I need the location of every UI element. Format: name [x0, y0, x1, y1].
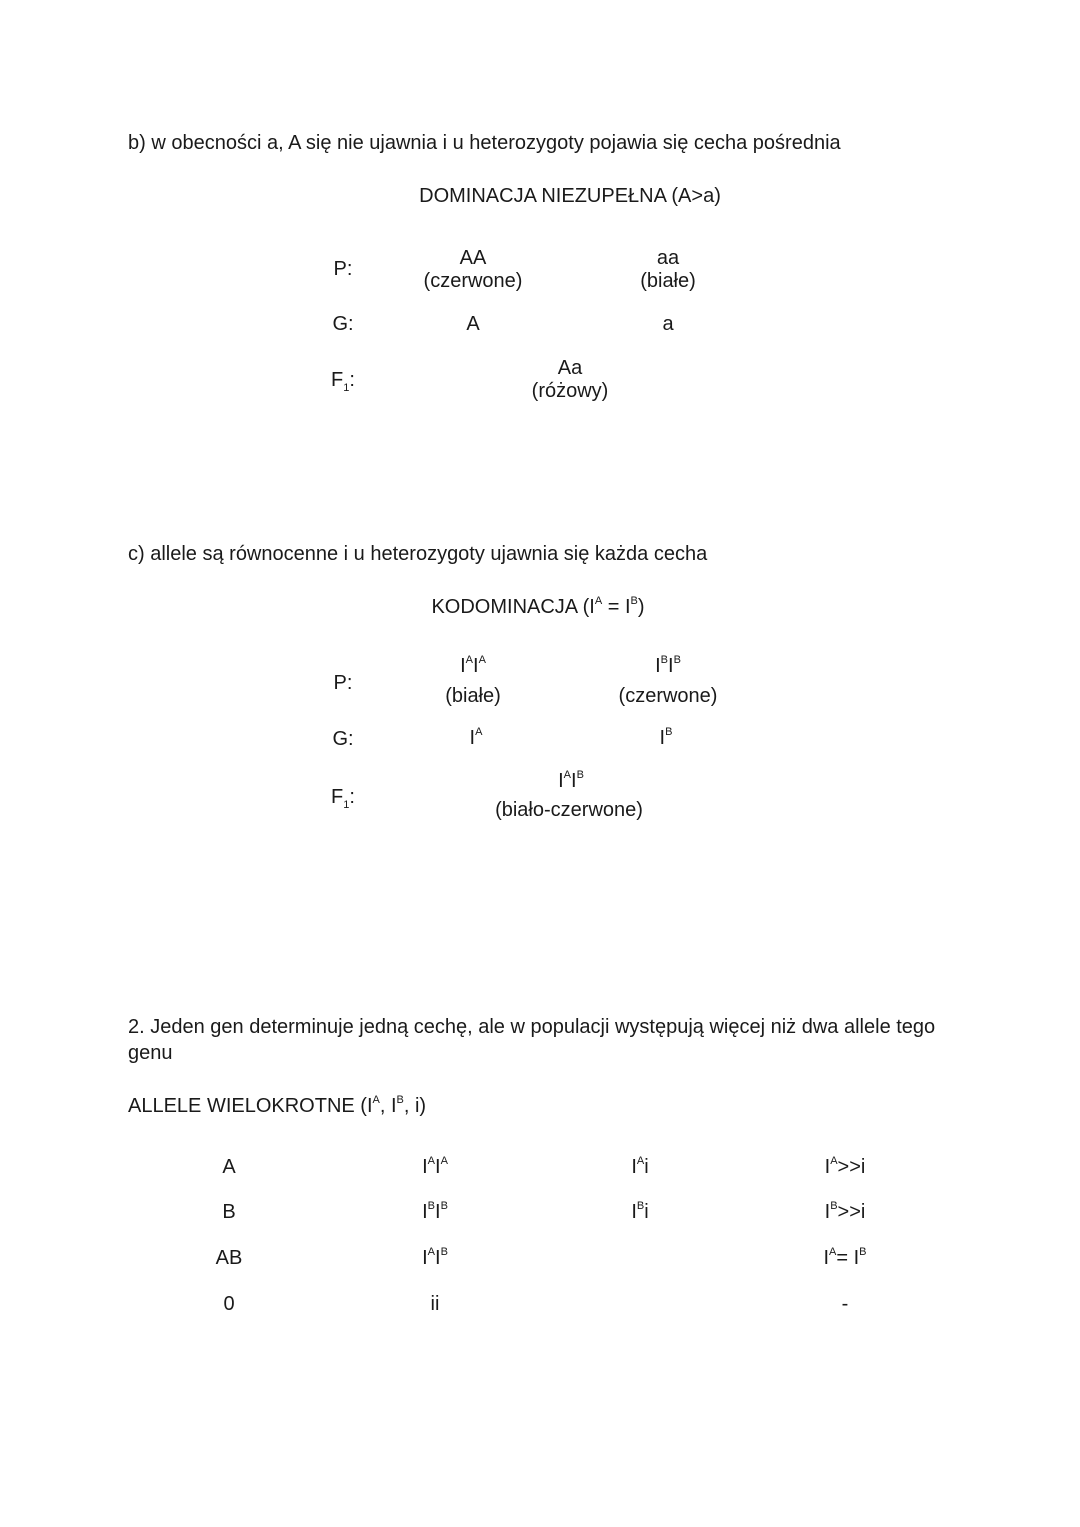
parent1-gamete	[470, 728, 483, 748]
symbol-superscript: B	[440, 1246, 448, 1258]
symbol-superscript: A	[427, 1155, 435, 1167]
homozygote-genotype	[431, 1294, 440, 1314]
parent1-phenotype: (białe)	[445, 685, 501, 707]
homozygote-genotype	[422, 1202, 448, 1222]
symbol-base: i	[644, 1156, 649, 1178]
heading-text: b) w obecności a, A się nie ujawnia i u heterozygoty pojawia się cecha pośrednia	[128, 132, 841, 154]
symbol-base: = I	[836, 1247, 860, 1269]
blood-group: 0	[223, 1293, 235, 1315]
parent2-phenotype: (czerwone)	[618, 685, 718, 707]
f1-sub: 1	[343, 382, 350, 394]
symbol-base: I	[435, 1201, 441, 1223]
symbol-base: ii	[430, 1293, 440, 1315]
symbol-base: I	[435, 1247, 441, 1269]
blood-group: A	[222, 1156, 236, 1178]
offspring-genotype: Aa	[557, 357, 583, 379]
symbol-base: I	[631, 1156, 637, 1178]
symbol-base: I	[659, 727, 666, 749]
offspring-phenotype: (biało-czerwone)	[495, 799, 643, 821]
parent2-gamete: a	[662, 313, 674, 335]
section-2-title	[128, 1096, 426, 1116]
allele-relation	[842, 1294, 849, 1314]
symbol-base: I	[422, 1201, 428, 1223]
symbol-base: I	[422, 1247, 428, 1269]
symbol-base: i	[644, 1201, 649, 1223]
label-f1	[331, 786, 355, 811]
symbol-base: = I	[602, 596, 631, 618]
symbol-base: >>i	[837, 1201, 866, 1223]
symbol-base: I	[824, 1201, 831, 1223]
parent1-gamete: A	[466, 313, 480, 335]
symbol-base: , i)	[403, 1095, 427, 1117]
label-p: P:	[333, 672, 353, 694]
symbol-base: ALLELE WIELOKROTNE (I	[128, 1095, 373, 1117]
symbol-base: I	[668, 655, 674, 677]
symbol-base: I	[473, 655, 479, 677]
symbol-superscript: A	[478, 654, 486, 666]
symbol-superscript: A	[475, 726, 483, 738]
symbol-base: I	[655, 655, 661, 677]
f1-sub: 1	[343, 799, 350, 811]
symbol-base: KODOMINACJA (I	[431, 596, 595, 618]
allele-relation	[825, 1157, 866, 1177]
symbol-superscript: A	[465, 654, 473, 666]
symbol-superscript: B	[630, 595, 638, 607]
label-g: G:	[332, 728, 354, 750]
symbol-base: -	[841, 1293, 849, 1315]
f1-base: F	[331, 786, 344, 808]
symbol-base: I	[460, 655, 466, 677]
section-c-title	[431, 597, 644, 617]
section-b-title: DOMINACJA NIEZUPEŁNA (A>a)	[419, 185, 721, 207]
symbol-base: I	[422, 1156, 428, 1178]
symbol-superscript: B	[636, 1200, 645, 1212]
symbol-superscript: A	[440, 1155, 448, 1167]
parent1-genotype: AA	[459, 247, 487, 269]
symbol-superscript: A	[563, 769, 571, 781]
symbol-superscript: B	[396, 1094, 404, 1106]
f1-colon: :	[349, 786, 355, 808]
symbol-base: >>i	[837, 1156, 866, 1178]
symbol-base: I	[571, 770, 577, 792]
symbol-superscript: B	[440, 1200, 448, 1212]
symbol-base: I	[824, 1156, 831, 1178]
symbol-base: I	[558, 770, 564, 792]
symbol-base: I	[631, 1201, 637, 1223]
parent2-genotype: aa	[656, 247, 680, 269]
symbol-superscript: B	[665, 726, 673, 738]
f1-colon: :	[349, 369, 355, 391]
symbol-superscript: B	[859, 1246, 867, 1258]
label-g: G:	[332, 313, 354, 335]
symbol-superscript: B	[830, 1200, 838, 1212]
section-b-heading	[128, 132, 841, 163]
symbol-superscript: A	[830, 1155, 838, 1167]
f1-base: F	[331, 369, 344, 391]
symbol-superscript: A	[636, 1155, 645, 1167]
section-c-heading: c) allele są równocenne i u heterozygoty ujawnia się każda cecha	[128, 543, 708, 565]
symbol-base: I	[469, 727, 476, 749]
allele-relation	[823, 1248, 866, 1268]
allele-relation	[825, 1202, 866, 1222]
symbol-superscript: A	[372, 1094, 380, 1106]
section-2-heading-line1: 2. Jeden gen determinuje jedną cechę, ale w populacji występują więcej niż dwa allele tego	[128, 1016, 936, 1038]
symbol-superscript: B	[660, 654, 668, 666]
symbol-base: I	[435, 1156, 441, 1178]
symbol-superscript: A	[829, 1246, 837, 1258]
label-p: P:	[333, 258, 353, 280]
offspring-genotype	[558, 771, 584, 791]
parent1-phenotype: (czerwone)	[423, 270, 523, 292]
homozygote-genotype	[422, 1248, 448, 1268]
symbol-base: , I	[379, 1095, 397, 1117]
symbol-superscript: B	[673, 654, 681, 666]
parent1-genotype	[460, 656, 486, 676]
homozygote-genotype	[422, 1157, 448, 1177]
symbol-superscript: B	[576, 769, 584, 781]
parent2-phenotype: (białe)	[640, 270, 696, 292]
section-2-heading-line2: genu	[128, 1042, 173, 1064]
blood-group: B	[222, 1201, 236, 1223]
heterozygote-genotype	[631, 1202, 648, 1222]
symbol-base: I	[823, 1247, 830, 1269]
blood-group: AB	[215, 1247, 243, 1269]
symbol-base: )	[637, 596, 645, 618]
symbol-superscript: A	[427, 1246, 435, 1258]
symbol-superscript: A	[594, 595, 603, 607]
parent2-gamete	[660, 728, 673, 748]
symbol-superscript: B	[427, 1200, 435, 1212]
parent2-genotype	[655, 656, 681, 676]
label-f1	[331, 369, 355, 394]
offspring-phenotype: (różowy)	[531, 380, 609, 402]
heterozygote-genotype	[631, 1157, 648, 1177]
